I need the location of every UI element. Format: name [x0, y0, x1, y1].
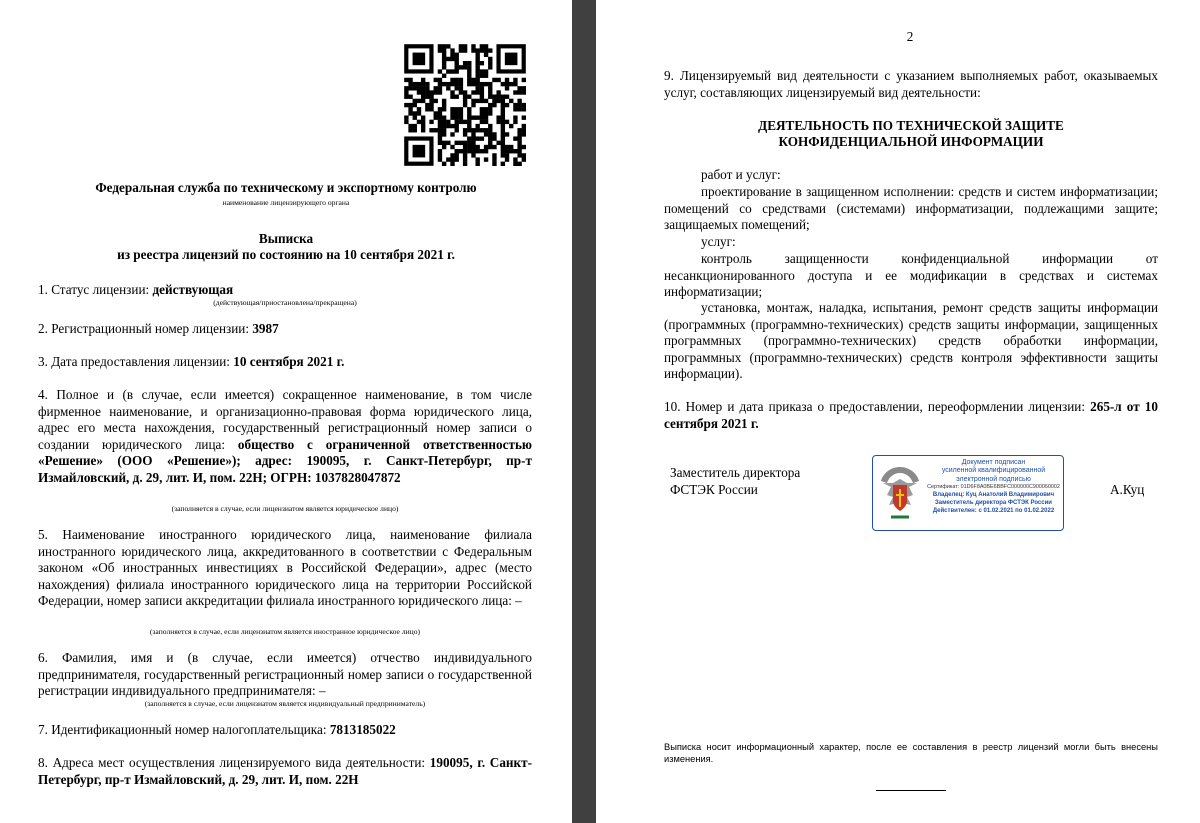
stamp-certificate: Сертификат: 01D6F8A0BE6BBFC000000C900060002	[927, 484, 1060, 491]
stamp-position: Заместитель директора ФСТЭК России	[935, 500, 1052, 507]
section-5: 5. Наименование иностранного юридического лица, наименование филиала иностранного юридического лица, аккредитованного в соответствии с Федеральным законом «Об иностранных инвестициях в Российской Федерации», адрес (место нахождения) филиала иностранного юридического лица на территории Российской Федерации, номер записи аккредитации филиала иностранного юридического лица: –	[38, 527, 532, 608]
qr-code-icon	[400, 40, 530, 170]
stamp-validity: Действителен: с 01.02.2021 по 01.02.2022	[932, 508, 1055, 515]
section-1-note: (действующая/приостановлена/прекращена)	[213, 298, 357, 307]
authority-note: наименование лицензирующего органа	[222, 198, 350, 207]
section-6: 6. Фамилия, имя и (в случае, если имеется) отчество индивидуального предпринимателя, государственный регистрационный номер записи о государственной регистрации индивидуального предпринимателя: –	[38, 650, 532, 698]
signer-title-2: ФСТЭК России	[670, 482, 758, 497]
section-3: 3. Дата предоставления лицензии: 10 сентября 2021 г.	[38, 354, 345, 369]
section-7: 7. Идентификационный номер налогоплательщика: 7813185022	[38, 722, 396, 737]
services-heading: услуг:	[701, 234, 736, 249]
section-6-note: (заполняется в случае, если лицензиатом является индивидуальный предприниматель)	[144, 699, 426, 708]
section-9: 9. Лицензируемый вид деятельности с указанием выполняемых работ, оказываемых услуг, составляющих лицензируемый вид деятельности:	[664, 68, 1158, 100]
services-text-1: контроль защищенности конфиденциальной информации от несанкционированного доступа и ее модификации в средствах и системах информатизации;	[664, 251, 1158, 299]
signer-title-1: Заместитель директора	[670, 465, 801, 480]
section-5-note: (заполняется в случае, если лицензиатом является иностранное юридическое лицо)	[149, 627, 421, 636]
footnote: Выписка носит информационный характер, после ее составления в реестр лицензий могли быть внесены изменения.	[664, 742, 1158, 764]
end-line	[876, 790, 946, 791]
document-page-1	[0, 0, 572, 823]
coat-of-arms-icon	[877, 461, 923, 523]
section-4: 4. Полное и (в случае, если имеется) сокращенное наименование, в том числе фирменное наименование, и организационно-правовая форма юридического лица, адрес его места нахождения, государственный регистрационный номер записи о создании юридического лица: общество с ограниченной ответственностью «Решение» (ООО «Решение»); адрес: 190095, г. Санкт-Петербург, пр-т Измайловский, д. 29, лит. И, пом. 22Н; ОГРН: 1037828047872	[38, 387, 532, 485]
services-text-2: установка, монтаж, наладка, испытания, ремонт средств защиты информации (программных (программно-технических) средств защиты информации, защищенных программных (программно-технических) средств обработки информации, программных (программно-технических) средств контроля эффективности защиты информации).	[664, 300, 1158, 381]
works-heading: работ и услуг:	[701, 167, 781, 182]
authority-name: Федеральная служба по техническому и экспортному контролю	[95, 180, 477, 195]
page-gutter	[572, 0, 596, 823]
section-4-note: (заполняется в случае, если лицензиатом является юридическое лицо)	[171, 504, 399, 513]
doc-subtitle: из реестра лицензий по состоянию на 10 сентября 2021 г.	[117, 247, 455, 262]
section-1: 1. Статус лицензии: действующая	[38, 282, 234, 297]
stamp-owner: Владелец: Куц Анатолий Владимирович	[932, 492, 1055, 499]
section-2: 2. Регистрационный номер лицензии: 3987	[38, 321, 279, 336]
stamp-line-3: электронной подписью	[956, 475, 1031, 483]
stamp-line-2: усиленной квалифицированной	[941, 467, 1046, 475]
section-8: 8. Адреса мест осуществления лицензируемого вида деятельности: 190095, г. Санкт-Петербург, пр-т Измайловский, д. 29, лит. И, пом. 22Н	[38, 755, 532, 787]
section-10: 10. Номер и дата приказа о предоставлении, переоформлении лицензии: 265-л от 10 сентября 2021 г.	[664, 399, 1158, 431]
electronic-signature-stamp	[872, 455, 1064, 531]
works-text: проектирование в защищенном исполнении: средств и систем информатизации; помещений со средствами (системами) информатизации, подлежащими защите; защищаемых помещений;	[664, 184, 1158, 232]
doc-title: Выписка	[258, 231, 314, 246]
page-number: 2	[906, 29, 914, 44]
activity-title-line-1: ДЕЯТЕЛЬНОСТЬ ПО ТЕХНИЧЕСКОЙ ЗАЩИТЕ	[758, 118, 1064, 133]
activity-title-line-2: КОНФИДЕНЦИАЛЬНОЙ ИНФОРМАЦИИ	[778, 134, 1044, 149]
stamp-line-1: Документ подписан	[961, 459, 1026, 466]
signer-name: А.Куц	[1110, 482, 1145, 497]
